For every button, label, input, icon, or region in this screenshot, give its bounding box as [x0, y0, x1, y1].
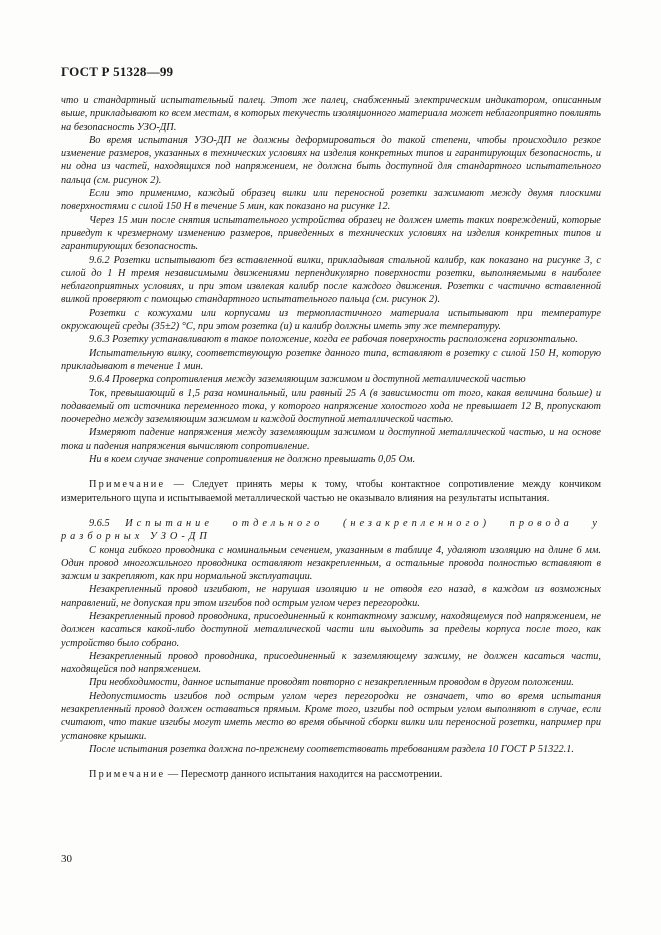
paragraph: Испытательную вилку, соответствующую розетке данного типа, вставляют в розетку с силой 150 Н, которую прикладывают в течение 1 мин.	[61, 347, 601, 372]
paragraph: 9.6.3 Розетку устанавливают в такое положение, когда ее рабочая поверхность расположена горизонтально.	[89, 334, 578, 346]
paragraph: Незакрепленный провод проводника, присоединенный к контактному зажиму, находящемуся под напряжением, не должен касаться какой-либо доступной металлической части или выходить за пределы корпуса после того, как устройство было собрано.	[61, 610, 601, 649]
note-2	[61, 768, 601, 781]
document-header: ГОСТ Р 51328—99	[61, 64, 174, 79]
paragraph: Незакрепленный провод изгибают, не нарушая изоляцию и не отводя его назад, в каждом из возможных направлений, не допуская при этом изгибов под острым углом через перегородки.	[61, 584, 601, 609]
note-text: — Следует принять меры к тому, чтобы контактное сопротивление между кончиком измерительного щупа и испытываемой металлической частью не оказывало влияния на результаты испытания.	[61, 479, 601, 504]
paragraph: 9.6.2 Розетки испытывают без вставленной вилки, прикладывая стальной калибр, как показано на рисунке 3, с силой до 1 Н тремя независимыми движениями перпендикулярно поверхности розетки, выполняемыми в наиболее неблагоприятных условиях, и при этом извлекая калибр после каждого движения. Розетки с частично вставленной вилкой проверяют с помощью стандартного испытательного пальца (см. рисунок 2).	[61, 254, 601, 306]
section-heading	[61, 517, 601, 544]
paragraph: Ток, превышающий в 1,5 раза номинальный, или равный 25 А (в зависимости от того, какая величина больше) и подаваемый от источника переменного тока, у которого напряжение холостого хода не превышает 12 В, пропускают поочередно между заземляющим зажимом и каждой доступной металлической частью.	[61, 387, 601, 426]
note-text: — Пересмотр данного испытания находится на рассмотрении.	[165, 769, 443, 781]
note-label: Примечание	[89, 479, 166, 491]
paragraph: Измеряют падение напряжения между заземляющим зажимом и доступной металлической частью, и на основе тока и падения напряжения вычисляют сопротивление.	[61, 427, 601, 452]
paragraph: Розетки с кожухами или корпусами из термопластичного материала испытывают при температуре окружающей среды (35±2) °С, при этом розетка (и) и калибр должны иметь эту же температуру.	[61, 307, 601, 333]
section-title: Испытание отдельного (незакрепленного) провода у разборных УЗО-ДП	[61, 517, 602, 543]
paragraph: Недопустимость изгибов под острым углом через перегородки не означает, что во время испытания незакрепленный провод должен оставаться прямым. Кроме того, изгибы под острым углом выполняют в случае, если считают, что такие изгибы могут иметь место во время обычной сборки вилки или переносной розетки, например при установке крышки.	[61, 690, 601, 742]
section-number: 9.6.5	[89, 517, 110, 529]
paragraph: что и стандартный испытательный палец. Этот же палец, снабженный электрическим индикатором, описанным выше, прикладывают ко всем местам, в которых текучесть изоляционного материала может неблагоприятно повлиять на безопасность УЗО-ДП.	[61, 95, 601, 133]
paragraph: Во время испытания УЗО-ДП не должны деформироваться до такой степени, чтобы происходило резкое изменение размеров, указанных в технических условиях на изделия конкретных типов и гарантирующих безопасность, и ни одна из частей, находящихся под напряжением, не должна быть доступной для стандартного испытательного пальца (см. рисунок 2).	[61, 134, 601, 186]
paragraph: После испытания розетка должна по-прежнему соответствовать требованиям раздела 10 ГОСТ Р 51322.1.	[89, 743, 574, 755]
paragraph: При необходимости, данное испытание проводят повторно с незакрепленным проводом в другом положении.	[89, 677, 574, 689]
paragraph: Ни в коем случае значение сопротивления не должно превышать 0,05 Ом.	[89, 454, 416, 466]
paragraph: Незакрепленный провод проводника, присоединенный к заземляющему зажиму, не должен касаться части, находящейся под напряжением.	[61, 650, 601, 676]
paragraph: Если это применимо, каждый образец вилки или переносной розетки зажимают между двумя плоскими поверхностями с силой 150 Н в течение 5 мин, как показано на рисунке 12.	[61, 188, 601, 213]
document-body	[61, 94, 601, 794]
note-label: Примечание	[89, 769, 166, 781]
page-number: 30	[61, 853, 72, 865]
paragraph: С конца гибкого проводника с номинальным сечением, указанным в таблице 4, удаляют изоляцию на длине 6 мм. Один провод многожильного проводника оставляют незакрепленным, а остальные провода полностью вставляют в зажим и закрепляют, как при нормальной эксплуатации.	[61, 544, 601, 583]
note-1	[61, 478, 601, 505]
paragraph: Через 15 мин после снятия испытательного устройства образец не должен иметь таких повреждений, которые приведут к чрезмерному изменению размеров, приведенных в технических условиях на изделия конкретных типов и гарантирующих безопасность.	[61, 214, 601, 253]
paragraph: 9.6.4 Проверка сопротивления между заземляющим зажимом и доступной металлической частью	[89, 374, 526, 386]
